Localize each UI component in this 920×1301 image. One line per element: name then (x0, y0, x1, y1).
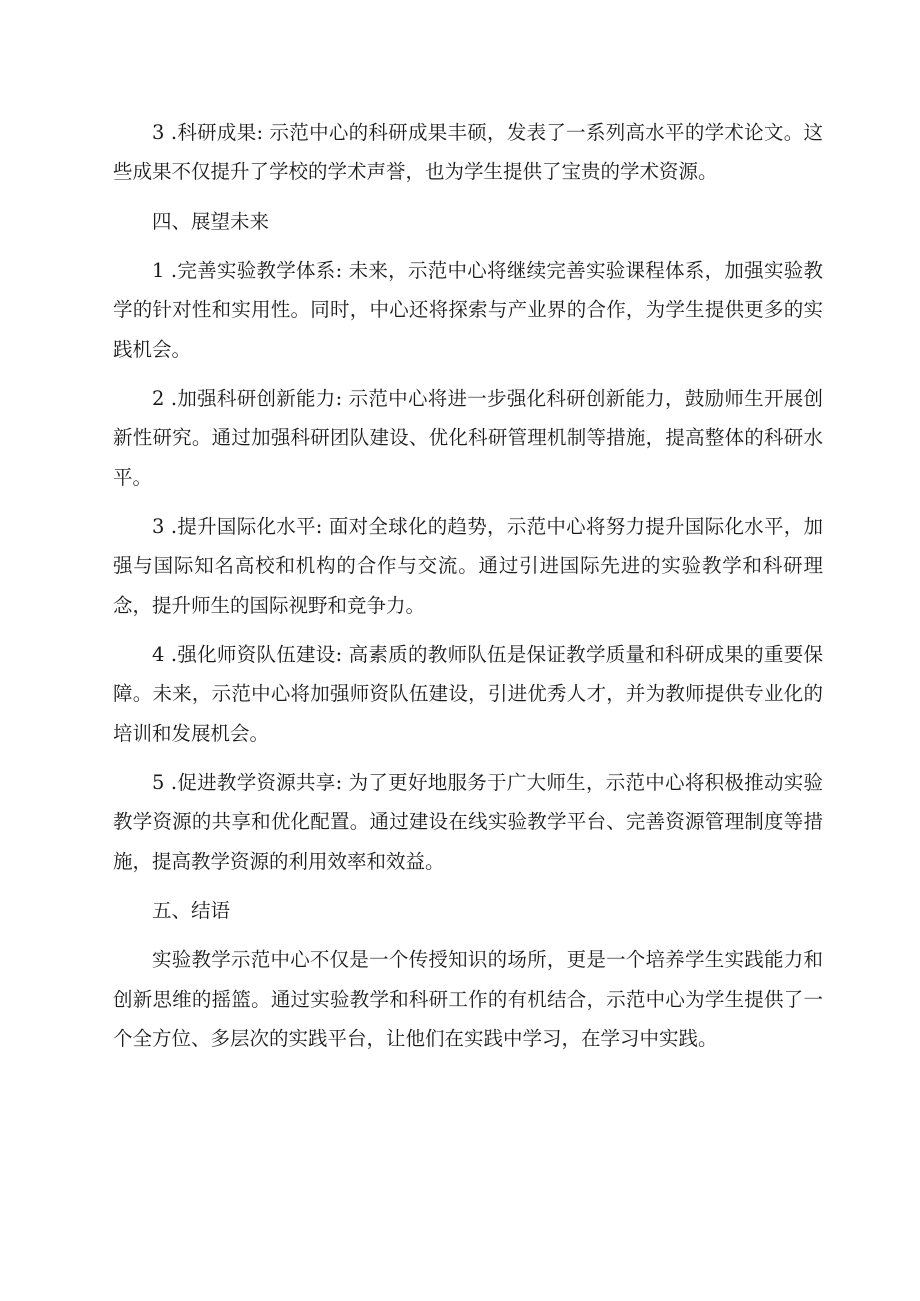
paragraph-conclusion: 实验教学示范中心不仅是一个传授知识的场所，更是一个培养学生实践能力和创新思维的摇篮。通过实验教学和科研工作的有机结合，示范中心为学生提供了一个全方位、多层次的实践平台，让他们在实践中学习，在学习中实践。 (113, 948, 823, 1050)
document-body (113, 113, 823, 1068)
paragraph-teaching-system: 1 .完善实验教学体系: 未来，示范中心将继续完善实验课程体系，加强实验教学的针对性和实用性。同时，中心还将探索与产业界的合作，为学生提供更多的实践机会。 (113, 258, 823, 361)
paragraph-internationalization: 3 .提升国际化水平: 面对全球化的趋势，示范中心将努力提升国际化水平，加强与国际知名高校和机构的合作与交流。通过引进国际先进的实验教学和科研理念，提升师生的国际视野和竞争力。 (113, 514, 823, 617)
paragraph-research-results: 3 .科研成果: 示范中心的科研成果丰硕，发表了一系列高水平的学术论文。这些成果不仅提升了学校的学术声誉，也为学生提供了宝贵的学术资源。 (113, 121, 823, 184)
section-heading-conclusion: 五、结语 (152, 898, 231, 922)
paragraph-research-innovation: 2 .加强科研创新能力: 示范中心将进一步强化科研创新能力，鼓励师生开展创新性研究。通过加强科研团队建设、优化科研管理机制等措施，提高整体的科研水平。 (113, 386, 823, 489)
paragraph-resource-sharing: 5 .促进教学资源共享: 为了更好地服务于广大师生，示范中心将积极推动实验教学资源的共享和优化配置。通过建设在线实验教学平台、完善资源管理制度等措施，提高教学资源的利用效率和效益。 (113, 770, 823, 873)
paragraph-faculty-building: 4 .强化师资队伍建设: 高素质的教师队伍是保证教学质量和科研成果的重要保障。未来，示范中心将加强师资队伍建设，引进优秀人才，并为教师提供专业化的培训和发展机会。 (113, 642, 823, 745)
section-heading-outlook: 四、展望未来 (152, 209, 270, 233)
